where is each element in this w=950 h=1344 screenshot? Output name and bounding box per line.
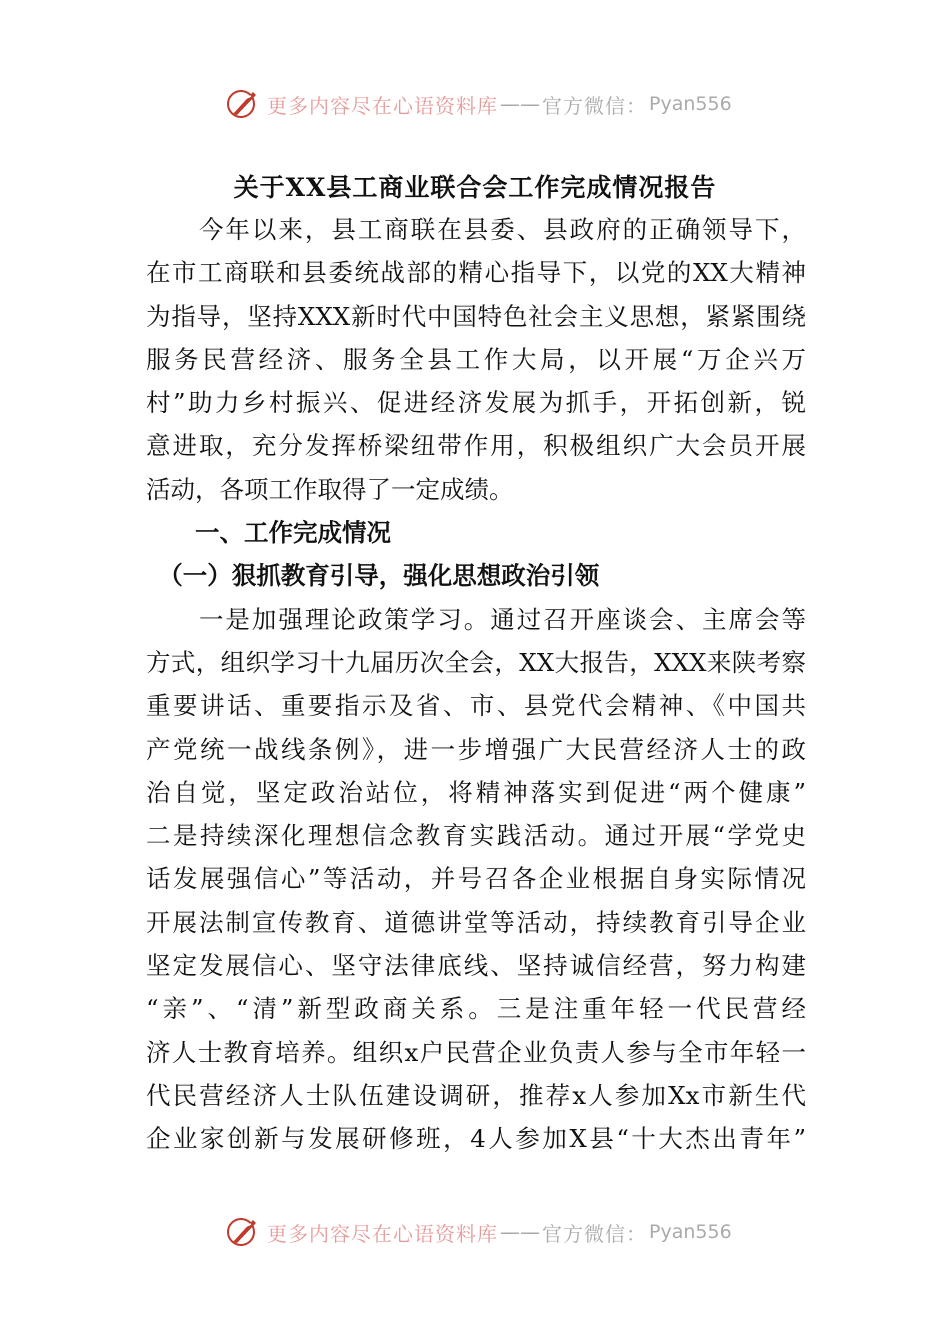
body-line: 代民营经济人士队伍建设调研，推荐x人参加Xx市新生代 [146, 1080, 806, 1110]
body-line: 产党统一战线条例》，进一步增强广大民营经济人士的政 [146, 734, 806, 764]
body-line: 济人士教育培养。组织x户民营企业负责人参与全市年轻一 [146, 1037, 806, 1067]
body-line: “亲”、“清”新型政商关系。三是注重年轻一代民营经 [146, 994, 806, 1024]
body-line: 话发展强信心”等活动，并号召各企业根据自身实际情况 [146, 864, 806, 894]
body-line: 企业家创新与发展研修班，4人参加X县“十大杰出青年” [146, 1124, 806, 1154]
header-watermark [225, 84, 745, 124]
body-line: 意进取，充分发挥桥梁纽带作用，积极组织广大会员开展 [146, 431, 806, 461]
body-line: 方式，组织学习十九届历次全会，XX大报告，XXX来陕考察 [146, 647, 806, 677]
body-line: 开展法制宣传教育、道德讲堂等活动，持续教育引导企业 [146, 907, 806, 937]
body-line: 今年以来，县工商联在县委、县政府的正确领导下， [146, 215, 806, 244]
body-line: 村”助力乡村振兴、促进经济发展为抓手，开拓创新，锐 [146, 388, 806, 418]
body-line: 二是持续深化理想信念教育实践活动。通过开展“学党史 [146, 821, 806, 851]
watermark-wechat-label: 官方微信： [542, 93, 647, 118]
watermark-wechat-label: 官方微信： [542, 1221, 647, 1246]
watermark-brand: 更多内容尽在心语资料库 [267, 93, 498, 118]
document-body [146, 208, 806, 1161]
body-line: 活动，各项工作取得了一定成绩。 [146, 474, 514, 504]
body-line: 治自觉，坚定政治站位，将精神落实到促进“两个健康” [146, 777, 806, 807]
body-line: 坚定发展信心、坚守法律底线、坚持诚信经营，努力构建 [146, 951, 806, 981]
watermark-brand: 更多内容尽在心语资料库 [267, 1221, 498, 1246]
quill-logo-icon [225, 86, 261, 122]
watermark-wechat-id: Pyan556 [649, 93, 732, 115]
document-title: 关于XX县工商业联合会工作完成情况报告 [233, 173, 717, 202]
body-line: 一是加强理论政策学习。通过召开座谈会、主席会等 [146, 604, 806, 634]
body-line: 服务民营经济、服务全县工作大局，以开展“万企兴万 [146, 344, 806, 374]
watermark-separator: —— [500, 1220, 540, 1244]
subsection-heading: （一）狠抓教育引导，强化思想政治引领 [146, 561, 600, 591]
body-line: 重要讲话、重要指示及省、市、县党代会精神、《中国共 [146, 691, 806, 721]
section-heading: 一、工作完成情况 [146, 518, 391, 548]
body-line: 在市工商联和县委统战部的精心指导下，以党的XX大精神 [146, 258, 806, 288]
footer-watermark [225, 1212, 745, 1252]
body-line: 为指导，坚持XXX新时代中国特色社会主义思想，紧紧围绕 [146, 301, 806, 331]
watermark-wechat-id: Pyan556 [649, 1221, 732, 1243]
watermark-separator: —— [500, 92, 540, 116]
quill-logo-icon [225, 1214, 261, 1250]
